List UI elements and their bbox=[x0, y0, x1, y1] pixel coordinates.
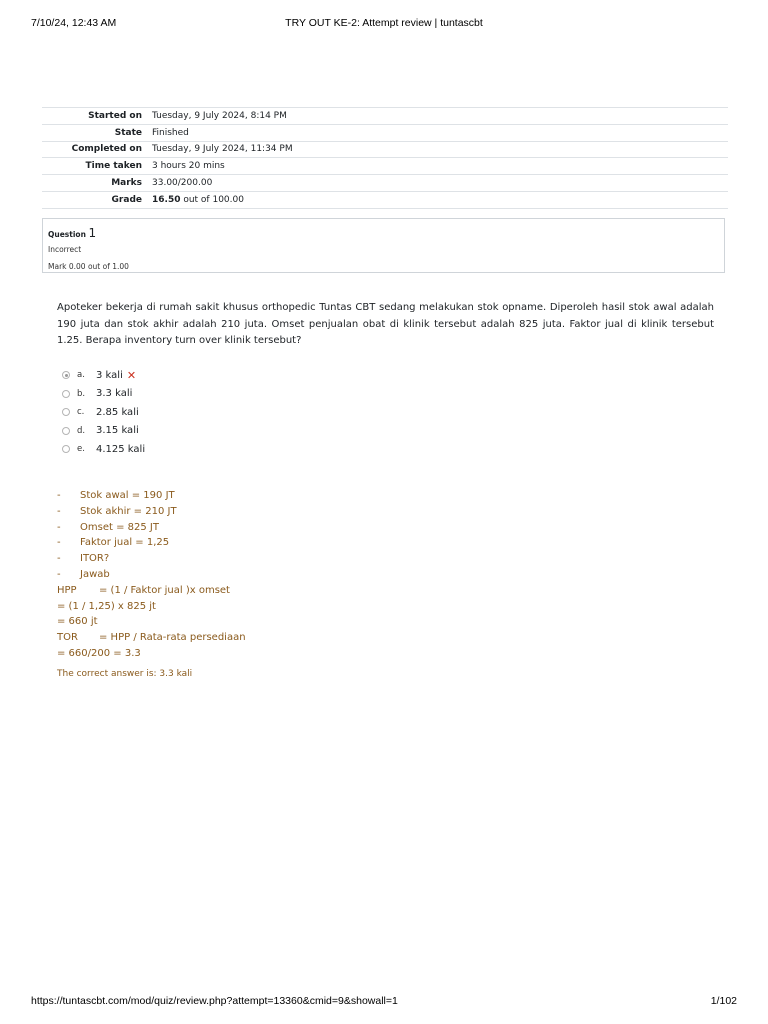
feedback-tor-result: = 660/200 = 3.3 bbox=[57, 647, 141, 659]
summary-row bbox=[42, 158, 728, 175]
bullet-text: Stok akhir = 210 JT bbox=[80, 505, 177, 517]
radio-button[interactable] bbox=[62, 408, 70, 416]
answer-text: 3 kali bbox=[96, 369, 123, 381]
bullet-dash: - bbox=[57, 537, 61, 549]
question-text: Apoteker bekerja di rumah sakit khusus orthopedic Tuntas CBT sedang melakukan stok opname. Diperoleh hasil stok awal adalah 190 juta dan stok akhir adalah 210 juta. Omset penjualan obat di klinik tersebut adalah 825 juta. Faktor jual di klinik tersebut 1.25. Berapa inventory turn over klinik tersebut? bbox=[57, 302, 714, 346]
summary-row bbox=[42, 175, 728, 192]
bullet-text: Stok awal = 190 JT bbox=[80, 490, 175, 501]
question-prefix: Question bbox=[48, 230, 86, 239]
hpp-formula: = (1 / Faktor jual )x omset bbox=[99, 584, 230, 596]
grade-value: 16.50 bbox=[152, 194, 181, 205]
summary-label: State bbox=[42, 124, 152, 141]
answer-options bbox=[62, 366, 362, 459]
bullet-text: Jawab bbox=[80, 568, 110, 580]
print-footer bbox=[0, 995, 768, 1009]
summary-value: 33.00/200.00 bbox=[152, 175, 728, 192]
answer-letter: c. bbox=[77, 407, 85, 418]
answer-text: 2.85 kali bbox=[96, 406, 139, 418]
bullet-dash: - bbox=[57, 490, 61, 501]
bullet-dash: - bbox=[57, 505, 61, 517]
feedback-bullet bbox=[57, 567, 457, 583]
correct-answer-text: The correct answer is: 3.3 kali bbox=[57, 669, 193, 679]
bullet-text: ITOR? bbox=[80, 553, 110, 565]
attempt-summary-table bbox=[42, 107, 728, 209]
bullet-dash: - bbox=[57, 568, 61, 580]
answer-letter: d. bbox=[77, 425, 86, 436]
feedback-hpp-result: = 660 jt bbox=[57, 616, 98, 628]
answer-option-b[interactable] bbox=[62, 385, 362, 404]
print-header bbox=[0, 17, 768, 31]
hpp-label: HPP bbox=[57, 584, 77, 596]
answer-option-e[interactable] bbox=[62, 440, 362, 459]
print-url: https://tuntascbt.com/mod/quiz/review.php?attempt=13360&cmid=9&showall=1 bbox=[31, 995, 398, 1007]
radio-button[interactable] bbox=[62, 427, 70, 435]
answer-option-c[interactable] bbox=[62, 403, 362, 422]
feedback-tor-formula bbox=[57, 630, 457, 646]
question-state: Incorrect bbox=[48, 245, 82, 254]
grade-suffix: out of 100.00 bbox=[180, 194, 244, 205]
feedback-bullet bbox=[57, 551, 457, 567]
feedback-bullet bbox=[57, 535, 457, 551]
summary-label: Started on bbox=[42, 108, 152, 125]
bullet-dash: - bbox=[57, 521, 61, 533]
print-page-title: TRY OUT KE-2: Attempt review | tuntascbt bbox=[285, 17, 483, 29]
summary-value: Tuesday, 9 July 2024, 8:14 PM bbox=[152, 108, 728, 125]
feedback-bullet bbox=[57, 520, 457, 536]
feedback-hpp-formula bbox=[57, 583, 457, 599]
print-page-number: 1/102 bbox=[710, 995, 737, 1007]
radio-button[interactable] bbox=[62, 445, 70, 453]
summary-value: Finished bbox=[152, 124, 728, 141]
feedback-bullet bbox=[57, 504, 457, 520]
answer-text: 3.15 kali bbox=[96, 425, 139, 437]
question-grade: Mark 0.00 out of 1.00 bbox=[48, 262, 129, 271]
summary-value: Tuesday, 9 July 2024, 11:34 PM bbox=[152, 141, 728, 158]
summary-row bbox=[42, 124, 728, 141]
answer-option-a[interactable] bbox=[62, 366, 362, 385]
summary-label: Grade bbox=[42, 191, 152, 208]
radio-button-checked[interactable] bbox=[62, 371, 70, 379]
summary-label: Marks bbox=[42, 175, 152, 192]
summary-row bbox=[42, 108, 728, 125]
answer-text: 3.3 kali bbox=[96, 388, 133, 400]
answer-letter: e. bbox=[77, 444, 85, 455]
bullet-text: Faktor jual = 1,25 bbox=[80, 537, 170, 549]
radio-button[interactable] bbox=[62, 390, 70, 398]
question-number-value: 1 bbox=[88, 226, 97, 240]
print-datetime: 7/10/24, 12:43 AM bbox=[31, 17, 117, 29]
summary-row bbox=[42, 191, 728, 208]
tor-label: TOR bbox=[57, 632, 78, 644]
summary-row bbox=[42, 141, 728, 158]
answer-text: 4.125 kali bbox=[96, 443, 146, 455]
general-feedback bbox=[57, 488, 457, 662]
question-info-box bbox=[42, 218, 725, 273]
summary-value bbox=[152, 191, 728, 208]
feedback-bullet bbox=[57, 488, 457, 504]
bullet-dash: - bbox=[57, 553, 61, 565]
feedback-hpp-step: = (1 / 1,25) x 825 jt bbox=[57, 600, 156, 612]
summary-label: Completed on bbox=[42, 141, 152, 158]
question-number bbox=[48, 226, 724, 240]
summary-label: Time taken bbox=[42, 158, 152, 175]
bullet-text: Omset = 825 JT bbox=[80, 521, 159, 533]
answer-letter: b. bbox=[77, 388, 86, 399]
summary-value: 3 hours 20 mins bbox=[152, 158, 728, 175]
tor-formula: = HPP / Rata-rata persediaan bbox=[99, 632, 246, 644]
answer-letter: a. bbox=[77, 370, 85, 381]
incorrect-cross-icon: ✕ bbox=[126, 368, 137, 382]
answer-option-d[interactable] bbox=[62, 422, 362, 441]
